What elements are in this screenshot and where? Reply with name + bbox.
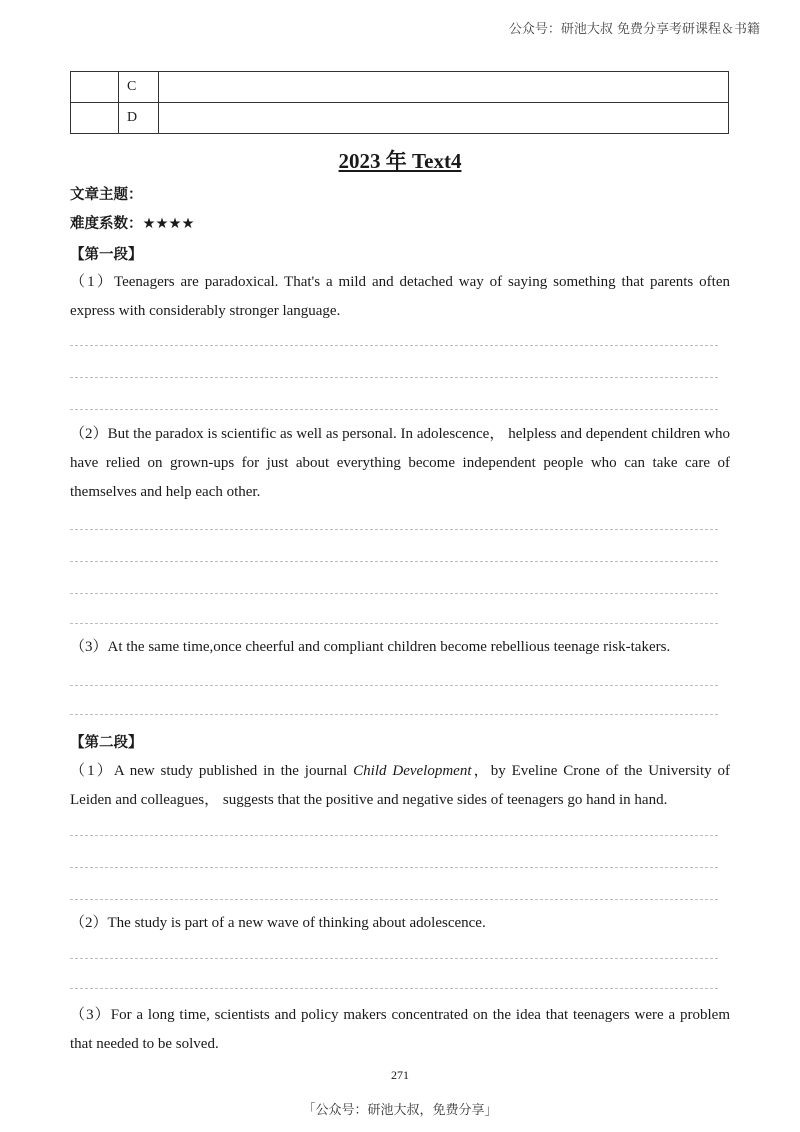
- answer-line: [70, 529, 718, 530]
- answer-line: [70, 958, 718, 959]
- paragraph: （2）But the paradox is scientific as well as personal. In adolescence， helpless and dependent children who have relied on grown-ups for just about everything become independent people who can take care of themselves and help each other.: [70, 426, 730, 500]
- answer-options-table: [70, 71, 729, 134]
- paragraph: （1）Teenagers are paradoxical. That's a mild and detached way of saying something that parents often express with considerably stronger language.: [70, 274, 730, 319]
- answer-line: [70, 899, 718, 900]
- table-cell-blank: [71, 72, 119, 103]
- journal-title: Child Development: [353, 763, 472, 779]
- answer-line: [70, 593, 718, 594]
- paragraph: （2）The study is part of a new wave of thinking about adolescence.: [70, 915, 486, 931]
- answer-line: [70, 377, 718, 378]
- answer-line: [70, 623, 718, 624]
- page-title: 2023 年 Text4: [338, 149, 462, 173]
- table-cell-blank: [71, 103, 119, 134]
- answer-line: [70, 345, 718, 346]
- table-row: [71, 103, 729, 134]
- option-text: [159, 72, 729, 103]
- option-letter: C: [119, 72, 159, 103]
- header-watermark-note: 公众号：研池大叔 免费分享考研课程＆书籍: [508, 22, 760, 37]
- answer-line: [70, 835, 718, 836]
- answer-line: [70, 409, 718, 410]
- answer-line: [70, 685, 718, 686]
- footer-watermark-note: 「公众号：研池大叔，免费分享」: [302, 1103, 498, 1118]
- section-heading: 【第二段】: [70, 735, 143, 751]
- paragraph-text: ，by Eveline Crone of the University of Leiden and colleagues， suggests that the positive and negative sides of teenagers go hand in hand.: [70, 763, 730, 808]
- paragraph: （3）At the same time,once cheerful and compliant children become rebellious teenage risk-takers.: [70, 639, 671, 655]
- answer-line: [70, 988, 718, 989]
- table-row: [71, 72, 729, 103]
- difficulty-label: 难度系数：★★★★: [70, 216, 195, 232]
- option-text: [159, 103, 729, 134]
- paragraph: [70, 757, 730, 815]
- page-number: 271: [391, 1068, 409, 1082]
- paragraph-text: （1）A new study published in the journal: [70, 763, 354, 779]
- answer-line: [70, 867, 718, 868]
- section-heading: 【第一段】: [70, 247, 143, 263]
- answer-line: [70, 561, 718, 562]
- option-letter: D: [119, 103, 159, 134]
- paragraph: （3）For a long time, scientists and policy makers concentrated on the idea that teenagers were a problem that needed to be solved.: [70, 1007, 730, 1052]
- answer-line: [70, 714, 718, 715]
- topic-label: 文章主题：: [70, 187, 143, 203]
